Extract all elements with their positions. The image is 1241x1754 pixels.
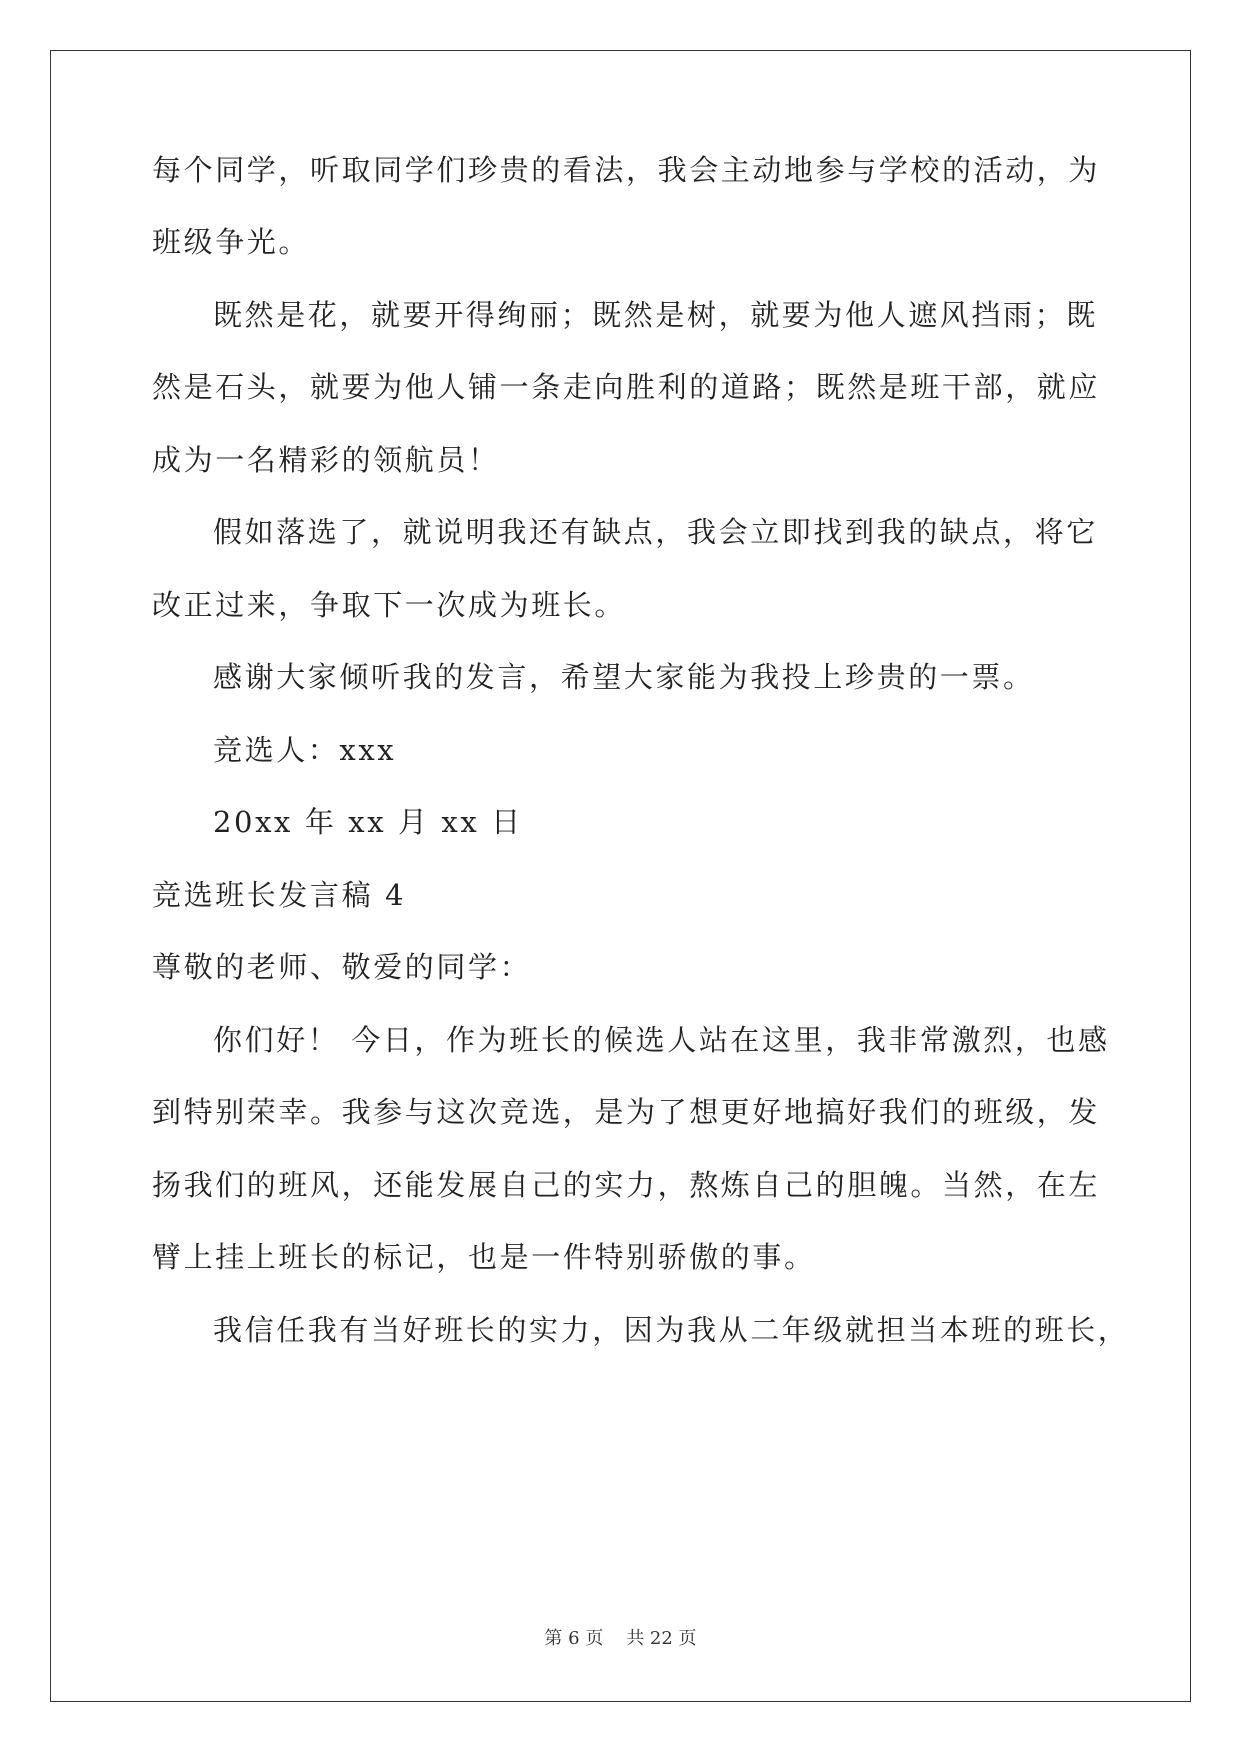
page-number: 第 6 页 共 22 页	[544, 1628, 697, 1649]
section-title: 竞选班长发言稿 4	[152, 878, 407, 912]
signature-line: 竞选人：xxx	[213, 733, 397, 767]
body-line: 你们好！ 今日，作为班长的候选人站在这里，我非常激烈，也感	[213, 1023, 1110, 1057]
body-line: 班级争光。	[152, 225, 311, 259]
date-line: 20xx 年 xx 月 xx 日	[213, 805, 523, 839]
body-line: 假如落选了，就说明我还有缺点，我会立即找到我的缺点，将它	[213, 515, 1098, 549]
salutation: 尊敬的老师、敬爱的同学：	[152, 950, 532, 984]
body-line: 感谢大家倾听我的发言，希望大家能为我投上珍贵的一票。	[213, 660, 1035, 694]
body-line: 扬我们的班风，还能发展自己的实力，熬炼自己的胆魄。当然，在左	[152, 1168, 1101, 1202]
body-line: 每个同学，听取同学们珍贵的看法，我会主动地参与学校的活动，为	[152, 153, 1101, 187]
body-line: 改正过来，争取下一次成为班长。	[152, 588, 627, 622]
body-line: 然是石头，就要为他人铺一条走向胜利的道路；既然是班干部，就应	[152, 370, 1101, 404]
body-line: 到特别荣幸。我参与这次竞选，是为了想更好地搞好我们的班级，发	[152, 1095, 1101, 1129]
body-line: 成为一名精彩的领航员！	[152, 443, 500, 477]
body-line: 臂上挂上班长的标记，也是一件特别骄傲的事。	[152, 1240, 816, 1274]
page-footer	[0, 1627, 1241, 1651]
body-line: 既然是花，就要开得绚丽；既然是树，就要为他人遮风挡雨；既	[213, 298, 1098, 332]
body-line: 我信任我有当好班长的实力，因为我从二年级就担当本班的班长，	[213, 1313, 1130, 1347]
